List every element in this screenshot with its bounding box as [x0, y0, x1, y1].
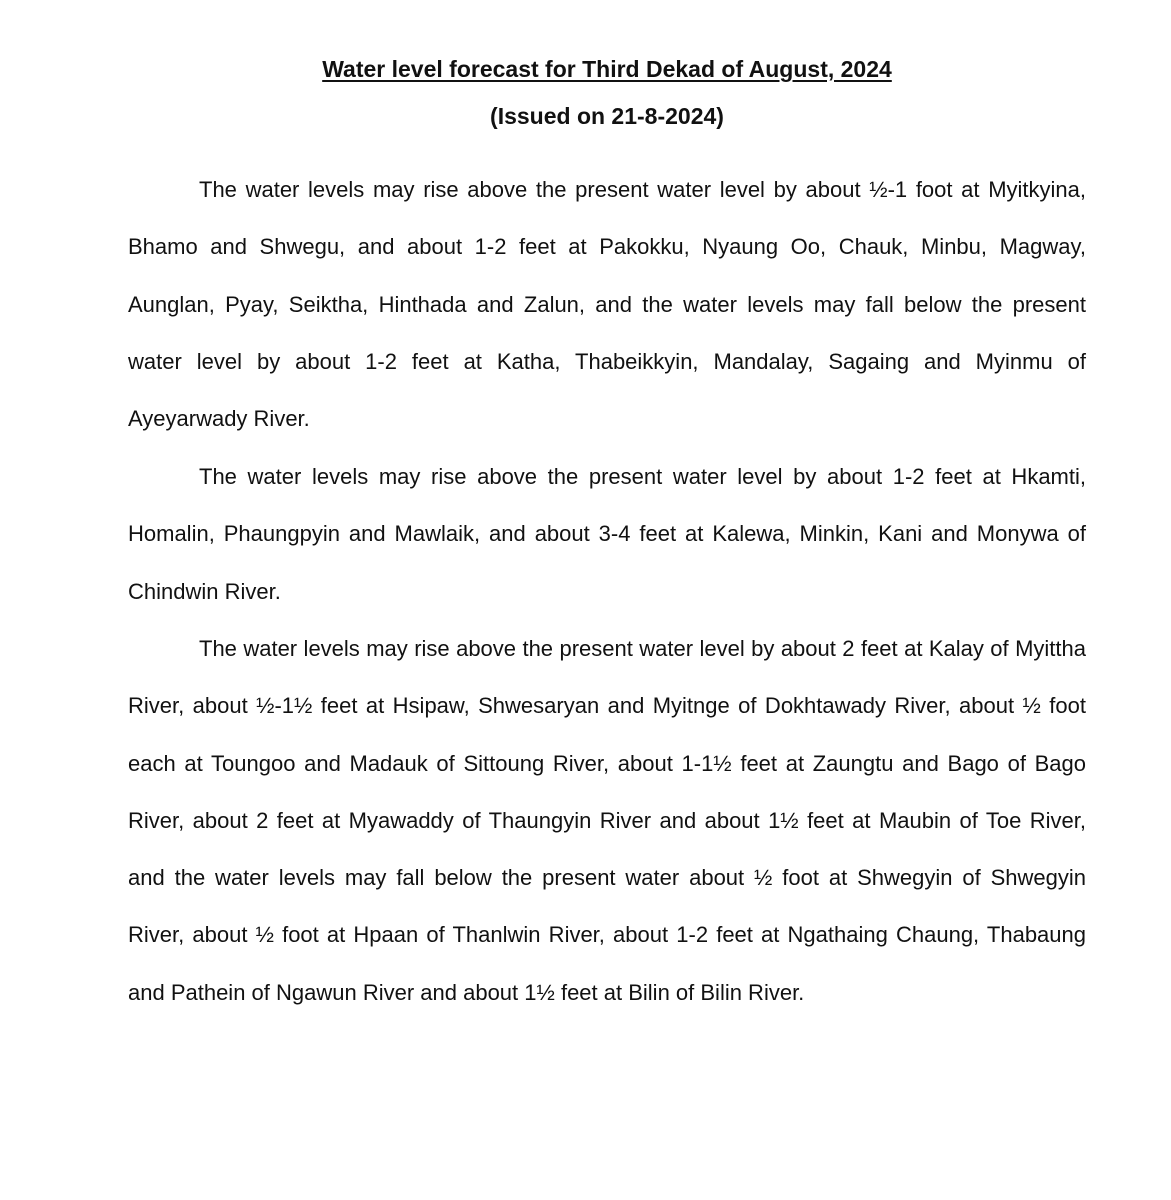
paragraph-ayeyarwady: The water levels may rise above the present water level by about ½-1 foot at Myitkyina, Bhamo and Shwegu, and about 1-2 feet at Pakokku, Nyaung Oo, Chauk, Minbu, Magway, Aunglan, Pyay, Seiktha, Hinthada and Zalun, and the water levels may fall below the present water level by about 1-2 feet at Katha, Thabeikkyin, Mandalay, Sagaing and Myinmu of Ayeyarwady River. — [128, 177, 1086, 432]
paragraph-other-rivers: The water levels may rise above the present water level by about 2 feet at Kalay of Myittha River, about ½-1½ feet at Hsipaw, Shwesaryan and Myitnge of Dokhtawady River, about ½ foot each at Toungoo and Madauk of Sittoung River, about 1-1½ feet at Zaungtu and Bago of Bago River, about 2 feet at Myawaddy of Thaungyin River and about 1½ feet at Maubin of Toe River, and the water levels may fall below the present water about ½ foot at Shwegyin of Shwegyin River, about ½ foot at Hpaan of Thanlwin River, about 1-2 feet at Ngathaing Chaung, Thabaung and Pathein of Ngawun River and about 1½ feet at Bilin of Bilin River. — [128, 636, 1086, 1005]
paragraph-chindwin: The water levels may rise above the present water level by about 1-2 feet at Hkamti, Homalin, Phaungpyin and Mawlaik, and about 3-4 feet at Kalewa, Minkin, Kani and Monywa of Chindwin River. — [128, 464, 1086, 604]
document-title: Water level forecast for Third Dekad of August, 2024 — [322, 56, 892, 82]
issued-date: (Issued on 21-8-2024) — [490, 103, 724, 129]
